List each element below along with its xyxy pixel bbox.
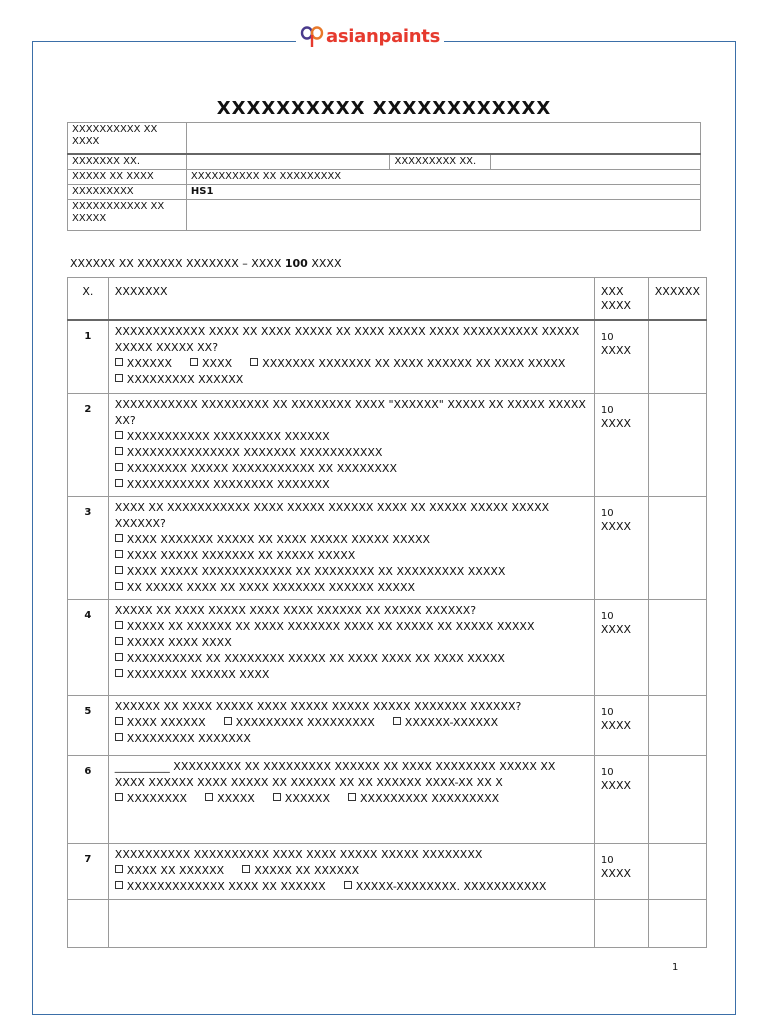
question-cell	[108, 696, 594, 756]
option-label: XXXXXXXXXXX XXXXXXXX XXXXXXX	[126, 478, 330, 491]
answer-option[interactable]	[115, 477, 330, 493]
option-label: XXXXXX	[284, 792, 330, 805]
marks-cell	[594, 394, 648, 497]
option-label: XXXXXXXXXX XX XXXXXXXX XXXXX XX XXXX XXXX XX XXXX XXXXX	[126, 652, 505, 665]
answer-option[interactable]	[115, 580, 415, 596]
remarks-cell[interactable]	[648, 756, 706, 844]
checkbox-icon[interactable]	[115, 637, 123, 645]
marks-unit: XXXX	[600, 520, 632, 533]
document-title: XXXXXXXXXX XXXXXXXXXXXX	[216, 98, 552, 119]
info-label-4: XXXXXXXXX	[68, 184, 187, 199]
marks-value: 10	[600, 508, 614, 519]
marks-cell	[594, 696, 648, 756]
marks-cell	[594, 844, 648, 900]
info-mid-label-2: XXXXXXXXX XX.	[390, 154, 491, 170]
option-label: XXXXXXXXX XXXXXXX	[126, 732, 251, 745]
marks-unit: XXXX	[600, 623, 632, 636]
option-label: XXXXX XXXX XXXX	[126, 636, 232, 649]
question-table	[67, 277, 707, 948]
option-label: XXXXX XX XXXXXX XX XXXX XXXXXXX XXXX XX XXXXX XX XXXXX XXXXX	[126, 620, 535, 633]
checkbox-icon[interactable]	[115, 550, 123, 558]
info-value-3: XXXXXXXXXX XX XXXXXXXXX	[186, 169, 700, 184]
info-table	[67, 122, 701, 231]
answer-option[interactable]	[348, 791, 499, 807]
checkbox-icon[interactable]	[115, 463, 123, 471]
checkbox-icon[interactable]	[115, 566, 123, 574]
answer-option[interactable]	[115, 715, 206, 731]
subheading-prefix: XXXXXX XX XXXXXX XXXXXXX – XXXX	[70, 257, 282, 270]
option-label: XXXXXXXXX XXXXXXXXX	[360, 792, 500, 805]
checkbox-icon[interactable]	[115, 881, 123, 889]
marks-unit: XXXX	[600, 719, 632, 732]
question-cell	[108, 756, 594, 844]
question-number: 3	[68, 497, 109, 600]
info-label-5: XXXXXXXXXXX XX XXXXX	[68, 199, 187, 230]
option-label: XXXX XXXXXX	[126, 716, 206, 729]
remarks-cell[interactable]	[648, 696, 706, 756]
answer-option[interactable]	[344, 879, 547, 895]
question-cell	[108, 394, 594, 497]
question-row	[68, 497, 707, 600]
answer-option[interactable]	[115, 791, 187, 807]
option-label: XXXXX-XXXXXXXX. XXXXXXXXXXX	[355, 880, 547, 893]
checkbox-icon[interactable]	[115, 374, 123, 382]
option-label: XXXXX XX XXXXXX	[254, 864, 360, 877]
option-label: XXXXX	[217, 792, 255, 805]
option-label: XXXXXXXX XXXXXX XXXX	[126, 668, 270, 681]
question-text: XXXXX XX XXXX XXXXX XXXX XXXX XXXXXX XX XXXXX XXXXXX?	[114, 604, 477, 617]
remarks-cell[interactable]	[648, 844, 706, 900]
marks-value: 10	[600, 707, 614, 718]
empty-cell[interactable]	[108, 900, 594, 948]
info-label-3: XXXXX XX XXXX	[68, 169, 187, 184]
header-remarks: XXXXXX	[648, 278, 706, 320]
answer-option[interactable]	[273, 791, 330, 807]
marks-value: 10	[600, 405, 614, 416]
option-label: XXXXXXXX XXXXX XXXXXXXXXXX XX XXXXXXXX	[126, 462, 397, 475]
option-label: XX XXXXX XXXX XX XXXX XXXXXXX XXXXXX XXXXX	[126, 581, 416, 594]
question-cell	[108, 320, 594, 394]
answer-option[interactable]	[205, 791, 255, 807]
info-mid-value-2[interactable]	[491, 154, 701, 170]
option-label: XXXXXXXXXXX XXXXXXXXX XXXXXX	[126, 430, 330, 443]
answer-option[interactable]	[115, 635, 232, 651]
remarks-cell[interactable]	[648, 320, 706, 394]
remarks-cell[interactable]	[648, 394, 706, 497]
checkbox-icon[interactable]	[205, 793, 213, 801]
checkbox-icon[interactable]	[115, 447, 123, 455]
option-label: XXXXXX	[126, 356, 173, 370]
marks-unit: XXXX	[600, 867, 632, 880]
info-value-2[interactable]	[186, 154, 390, 170]
header-question: XXXXXXX	[108, 278, 594, 320]
option-label: XXXX XX XXXXXX	[126, 864, 225, 877]
marks-value: 10	[600, 611, 614, 622]
empty-cell[interactable]	[594, 900, 648, 948]
checkbox-icon[interactable]	[115, 717, 123, 725]
marks-cell	[594, 497, 648, 600]
marks-value: 10	[600, 855, 614, 866]
checkbox-icon[interactable]	[393, 717, 401, 725]
checkbox-icon[interactable]	[224, 717, 232, 725]
answer-option[interactable]	[115, 731, 251, 747]
answer-option[interactable]	[393, 715, 498, 731]
answer-option[interactable]	[115, 445, 383, 461]
answer-option[interactable]	[190, 356, 232, 372]
marks-cell	[594, 756, 648, 844]
marks-cell	[594, 600, 648, 696]
remarks-cell[interactable]	[648, 497, 706, 600]
answer-option[interactable]	[115, 564, 506, 580]
option-label: XXXXXXX XXXXXXX XX XXXX XXXXXX XX XXXX XXXXX	[262, 356, 566, 370]
option-label: XXXXXXXXXXXXX XXXX XX XXXXXX	[126, 880, 326, 893]
question-cell	[108, 497, 594, 600]
answer-option[interactable]	[115, 619, 535, 635]
info-label-1: XXXXXXXXXX XX XXXX	[68, 123, 187, 154]
checkbox-icon[interactable]	[115, 865, 123, 873]
header-num: X.	[68, 278, 109, 320]
checkbox-icon[interactable]	[115, 534, 123, 542]
question-number: 7	[68, 844, 109, 900]
remarks-cell[interactable]	[648, 600, 706, 696]
checkbox-icon[interactable]	[115, 431, 123, 439]
info-value-5[interactable]	[186, 199, 700, 230]
question-text: XXXXXXXXXX XXXXXXXXXX XXXX XXXX XXXXX XXXXX XXXXXXXX	[114, 848, 483, 861]
checkbox-icon[interactable]	[348, 793, 356, 801]
answer-option[interactable]	[115, 461, 397, 477]
question-text: __________ XXXXXXXXX XX XXXXXXXXX XXXXXX XX XXXX XXXXXXXX XXXXX XX XXXX XXXXXX XXXX XXXXX XX XXXXXX XX XX XXXXXX XXXX-XX XX X	[114, 760, 556, 789]
question-row	[68, 320, 707, 394]
subheading-points: 100	[284, 257, 308, 270]
checkbox-icon[interactable]	[242, 865, 250, 873]
question-text: XXXXXXXXXXX XXXXXXXXX XX XXXXXXXX XXXX "XXXXXX" XXXXX XX XXXXX XXXXX XX?	[114, 398, 586, 427]
option-label: XXXXXXXXXXXXXXX XXXXXXX XXXXXXXXXXX	[126, 446, 383, 459]
question-row	[68, 844, 707, 900]
marks-unit: XXXX	[600, 343, 632, 357]
empty-row	[68, 900, 707, 948]
checkbox-icon[interactable]	[115, 479, 123, 487]
question-number: 6	[68, 756, 109, 844]
answer-option[interactable]	[115, 372, 244, 388]
answer-option[interactable]	[115, 532, 430, 548]
answer-option[interactable]	[115, 651, 505, 667]
question-text: XXXXXX XX XXXX XXXXX XXXX XXXXX XXXXX XXXXX XXXXXXX XXXXXX?	[114, 700, 522, 713]
page-number: 1	[672, 962, 679, 973]
question-cell	[108, 600, 594, 696]
question-cell	[108, 844, 594, 900]
info-value-1[interactable]	[186, 123, 700, 154]
option-label: XXXXXXXXX XXXXXX	[126, 372, 244, 386]
answer-option[interactable]	[115, 429, 330, 445]
option-label: XXXXXXXXX XXXXXXXXX	[235, 716, 375, 729]
empty-cell[interactable]	[68, 900, 109, 948]
question-number: 1	[68, 320, 109, 394]
answer-option[interactable]	[224, 715, 375, 731]
question-number: 5	[68, 696, 109, 756]
question-text: XXXXXXXXXXXX XXXX XX XXXX XXXXX XX XXXX XXXXX XXXX XXXXXXXXXX XXXXX XXXXX XXXXX XX?	[114, 324, 580, 354]
checkbox-icon[interactable]	[115, 793, 123, 801]
marks-unit: XXXX	[600, 417, 632, 430]
checkbox-icon[interactable]	[344, 881, 352, 889]
answer-option[interactable]	[115, 667, 270, 683]
answer-option[interactable]	[115, 356, 172, 372]
question-row	[68, 394, 707, 497]
checkbox-icon[interactable]	[273, 793, 281, 801]
logo-mark-icon	[300, 23, 324, 49]
option-label: XXXXXXXX	[126, 792, 188, 805]
question-row	[68, 756, 707, 844]
marks-unit: XXXX	[600, 779, 632, 792]
option-label: XXXXXX-XXXXXX	[404, 716, 499, 729]
checkbox-icon[interactable]	[115, 621, 123, 629]
question-number: 4	[68, 600, 109, 696]
section-subheading	[70, 257, 342, 270]
question-row	[68, 696, 707, 756]
logo-text: asianpaints	[326, 25, 441, 47]
checkbox-icon[interactable]	[250, 358, 258, 366]
checkbox-icon[interactable]	[115, 733, 123, 741]
checkbox-icon[interactable]	[115, 358, 123, 366]
option-label: XXXX XXXXX XXXXXXX XX XXXXX XXXXX	[126, 549, 356, 562]
marks-cell	[594, 320, 648, 394]
answer-option[interactable]	[250, 356, 565, 372]
checkbox-icon[interactable]	[190, 358, 198, 366]
empty-cell[interactable]	[648, 900, 706, 948]
answer-option[interactable]	[115, 548, 355, 564]
marks-value: 10	[600, 767, 614, 778]
option-label: XXXX XXXXX XXXXXXXXXXXX XX XXXXXXXX XX XXXXXXXXX XXXXX	[126, 565, 506, 578]
info-value-4: HS1	[186, 184, 700, 199]
answer-option[interactable]	[115, 879, 326, 895]
question-table-body	[68, 320, 707, 948]
question-row	[68, 600, 707, 696]
checkbox-icon[interactable]	[115, 582, 123, 590]
question-number: 2	[68, 394, 109, 497]
answer-option[interactable]	[242, 863, 359, 879]
option-label: XXXX	[202, 356, 233, 370]
header-marks: XXX XXXX	[594, 278, 648, 320]
answer-option[interactable]	[115, 863, 224, 879]
checkbox-icon[interactable]	[115, 653, 123, 661]
subheading-suffix: XXXX	[311, 257, 342, 270]
marks-value: 10	[600, 331, 614, 343]
info-label-2: XXXXXXX XX.	[68, 154, 187, 170]
question-text: XXXX XX XXXXXXXXXXX XXXX XXXXX XXXXXX XXXX XX XXXXX XXXXX XXXXX XXXXXX?	[114, 501, 550, 530]
asian-paints-logo	[296, 22, 444, 50]
checkbox-icon[interactable]	[115, 669, 123, 677]
option-label: XXXX XXXXXXX XXXXX XX XXXX XXXXX XXXXX XXXXX	[126, 533, 431, 546]
